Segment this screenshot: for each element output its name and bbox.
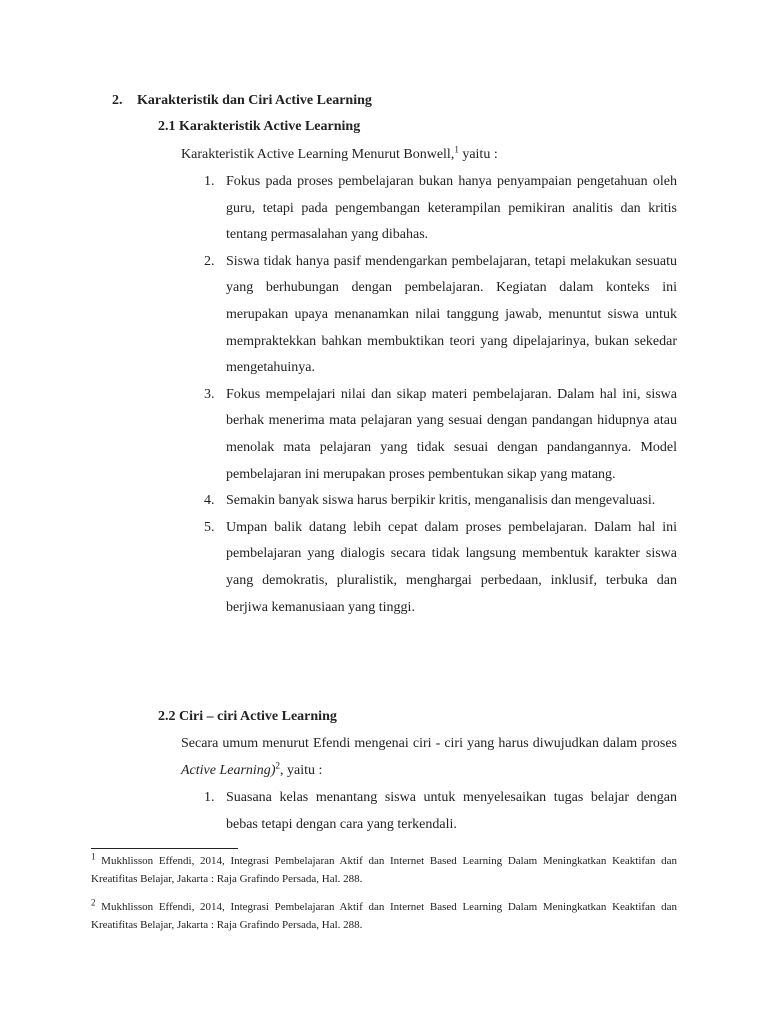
- subsection-heading-ciri: 2.2 Ciri – ciri Active Learning: [158, 709, 337, 724]
- list-item: [181, 249, 677, 382]
- footnote-1: [91, 852, 677, 888]
- subsection-intro-ciri: [181, 731, 677, 784]
- list-item-text: Umpan balik datang lebih cepat dalam proses pembelajaran. Dalam hal ini pembelajaran yang dialogis secara tidak langsung membentuk karakter siswa yang demokratis, pluralistik, menghargai perbedaan, inklusif, terbuka dan berjiwa kemanusiaan yang tinggi.: [226, 519, 677, 615]
- karakteristik-list: [181, 169, 677, 621]
- footnote-ref: 2: [275, 759, 280, 770]
- list-item-text: Suasana kelas menantang siswa untuk menyelesaikan tugas belajar dengan bebas tetapi dengan cara yang terkendali.: [226, 790, 677, 832]
- intro-italic-term: Active Learning: [181, 762, 271, 778]
- list-item-number: 3.: [204, 386, 215, 402]
- list-item-number: 5.: [204, 519, 215, 535]
- section-heading: [112, 93, 372, 109]
- list-item-text: Fokus pada proses pembelajaran bukan hanya penyampaian pengetahuan oleh guru, tetapi pada pengembangan keterampilan pemikiran analitis dan kritis tentang permasalahan yang dibahas.: [226, 174, 677, 243]
- subsection-heading-karakteristik: 2.1 Karakteristik Active Learning: [158, 119, 361, 134]
- footnote-2: [91, 898, 677, 934]
- list-item: [181, 785, 677, 838]
- footnote-separator: [91, 848, 238, 849]
- list-item: [181, 169, 677, 249]
- footnote-mark: 1: [91, 851, 96, 862]
- intro-italic-close: ): [270, 762, 276, 778]
- list-item: [181, 382, 677, 488]
- subsection-intro-karakteristik: [181, 142, 677, 169]
- intro-text-end: yaitu :: [458, 147, 498, 162]
- list-item-text: Semakin banyak siswa harus berpikir kritis, menganalisis dan mengevaluasi.: [226, 493, 656, 509]
- list-item: [181, 515, 677, 621]
- intro-text-end: , yaitu :: [279, 762, 323, 778]
- list-item: [181, 488, 677, 515]
- list-item-number: 1.: [204, 174, 215, 189]
- footnote-text: Mukhlisson Effendi, 2014, Integrasi Pembelajaran Aktif dan Internet Based Learning Dalam Meningkatkan Keaktifan dan Kreatifitas Belajar, Jakarta : Raja Grafindo Persada, Hal. 288.: [91, 901, 677, 931]
- footnote-ref: 1: [454, 144, 459, 155]
- list-item-text: Fokus mempelajari nilai dan sikap materi pembelajaran. Dalam hal ini, siswa berhak menerima mata pelajaran yang sesuai dengan pandangan hidupnya atau menolak mata pelajaran yang tidak sesuai dengan pandangannya. Model pembelajaran ini merupakan proses pembentukan sikap yang matang.: [226, 386, 677, 482]
- ciri-list: [181, 785, 677, 838]
- list-item-number: 2.: [204, 253, 215, 269]
- intro-text: Karakteristik Active Learning Menurut Bonwell,: [181, 147, 455, 162]
- footnote-text: Mukhlisson Effendi, 2014, Integrasi Pembelajaran Aktif dan Internet Based Learning Dalam Meningkatkan Keaktifan dan Kreatifitas Belajar, Jakarta : Raja Grafindo Persada, Hal. 288.: [91, 855, 677, 885]
- list-item-number: 4.: [204, 493, 215, 509]
- footnote-mark: 2: [91, 897, 96, 908]
- section-title: Karakteristik dan Ciri Active Learning: [137, 93, 372, 108]
- list-item-number: 1.: [204, 790, 215, 805]
- intro-text: Secara umum menurut Efendi mengenai ciri - ciri yang harus diwujudkan dalam proses: [181, 736, 677, 751]
- section-number: 2.: [112, 93, 123, 108]
- list-item-text: Siswa tidak hanya pasif mendengarkan pembelajaran, tetapi melakukan sesuatu yang berhubungan dengan pembelajaran. Kegiatan dalam konteks ini merupakan upaya menanamkan nilai tanggung jawab, menuntut siswa untuk mempraktekkan bahkan membuktikan teori yang dipelajarinya, bukan sekedar mengetahuinya.: [226, 253, 677, 376]
